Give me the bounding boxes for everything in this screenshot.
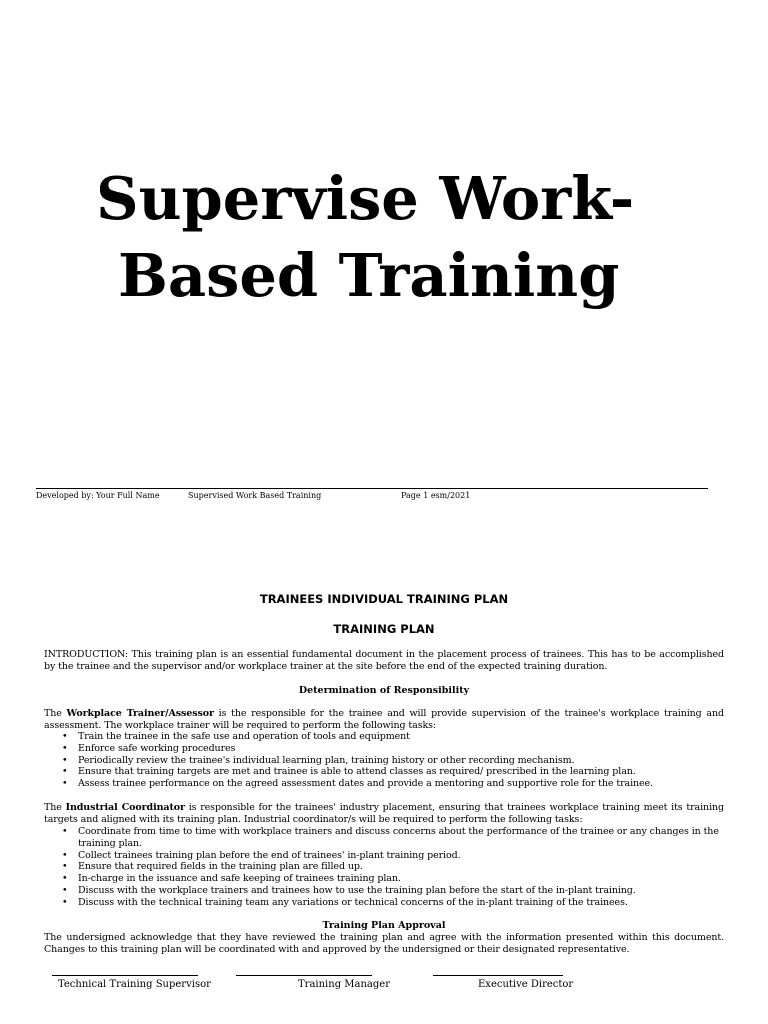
list-item: • Enforce safe working procedures xyxy=(44,743,724,755)
footer-developed-by: Developed by: Your Full Name xyxy=(36,491,160,500)
list-item: • Ensure that training targets are met and trainee is able to attend classes as required/ prescribed in the learning plan. xyxy=(44,766,724,778)
workplace-trainer-paragraph xyxy=(44,708,724,732)
title-line-1: Supervise Work- xyxy=(96,164,635,233)
list-item: • Train the trainee in the safe use and operation of tools and equipment xyxy=(44,731,724,743)
footer-module: Supervised Work Based Training xyxy=(188,491,322,500)
signatory-technical-training-supervisor: Technical Training Supervisor xyxy=(58,979,211,990)
list-item: • Collect trainees training plan before the end of trainees' in-plant training period. xyxy=(44,850,724,862)
plan-subheading: TRAINING PLAN xyxy=(333,622,435,636)
signatory-training-manager: Training Manager xyxy=(298,979,390,990)
coordinator-text: is responsible for the trainees' industry placement, ensuring that trainees workplace training meet its training targets and aligned with its training plan. Industrial coordinator/s will be required to perform the following tasks: xyxy=(44,802,725,825)
signature-line xyxy=(236,975,372,976)
list-item: • Ensure that required fields in the training plan are filled up. xyxy=(44,861,724,873)
title-line-2: Based Training xyxy=(118,241,620,310)
workplace-role: Workplace Trainer/Assessor xyxy=(66,708,214,719)
list-item: • Coordinate from time to time with workplace trainers and discuss concerns about the performance of the trainee or any changes in the training plan. xyxy=(44,826,724,850)
coordinator-role: Industrial Coordinator xyxy=(65,802,185,813)
signature-line xyxy=(433,975,563,976)
list-item: • Periodically review the trainee's individual learning plan, training history or other recording mechanism. xyxy=(44,755,724,767)
list-item: • Assess trainee performance on the agreed assessment dates and provide a mentoring and supportive role for the trainee. xyxy=(44,778,724,790)
introduction-paragraph: INTRODUCTION: This training plan is an essential fundamental document in the placement process of trainees. This has to be accomplished by the trainee and the supervisor and/or workplace trainer at the site before the end of the expected training duration. xyxy=(44,649,724,672)
approval-heading: Training Plan Approval xyxy=(322,920,446,931)
workplace-text: is the responsible for the trainee and will provide supervision of the trainee's workplace training and assessment. The workplace trainer will be required to perform the following tasks: xyxy=(44,708,724,731)
footer-rule xyxy=(36,488,708,489)
responsibility-heading: Determination of Responsibility xyxy=(298,685,470,696)
list-item: • Discuss with the workplace trainers and trainees how to use the training plan before the start of the in-plant training. xyxy=(44,885,724,897)
plan-heading: TRAINEES INDIVIDUAL TRAINING PLAN xyxy=(259,592,509,606)
document-title xyxy=(96,160,716,314)
list-item: • In-charge in the issuance and safe keeping of trainees training plan. xyxy=(44,873,724,885)
coordinator-task-list xyxy=(44,826,724,909)
workplace-task-list xyxy=(44,731,724,790)
industrial-coordinator-paragraph xyxy=(44,802,724,826)
signatory-executive-director: Executive Director xyxy=(478,979,574,990)
coordinator-lead-in: The xyxy=(44,802,66,813)
approval-paragraph: The undersigned acknowledge that they have reviewed the training plan and agree with the information presented within this document. Changes to this training plan will be coordinated with and approved by the undersigned or their designated representative. xyxy=(44,932,724,955)
footer-page: Page 1 esm/2021 xyxy=(401,491,471,500)
workplace-lead-in: The xyxy=(44,708,67,719)
signature-line xyxy=(52,975,198,976)
list-item: • Discuss with the technical training team any variations or technical concerns of the in-plant training of the trainees. xyxy=(44,897,724,909)
